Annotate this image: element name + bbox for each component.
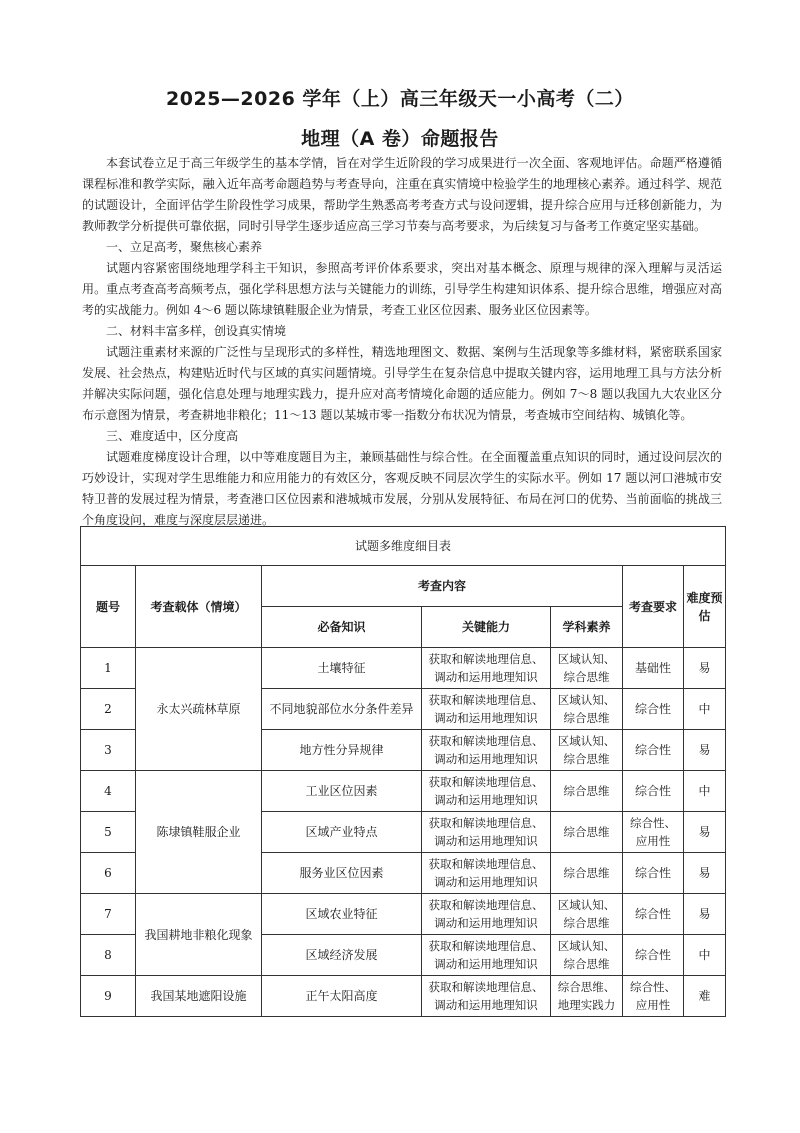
cell-literacy: 综合思维、地理实践力 xyxy=(551,976,623,1017)
cell-literacy: 综合思维 xyxy=(551,853,623,894)
cell-ability: 获取和解读地理信息、调动和运用地理知识 xyxy=(422,771,551,812)
cell-carrier: 我国耕地非粮化现象 xyxy=(136,894,262,976)
header-knowledge: 必备知识 xyxy=(262,607,422,648)
cell-literacy: 区域认知、综合思维 xyxy=(551,894,623,935)
cell-literacy: 区域认知、综合思维 xyxy=(551,730,623,771)
section-heading-2: 二、材料丰富多样，创设真实情境 xyxy=(106,324,287,338)
cell-difficulty: 易 xyxy=(684,648,726,689)
table-caption: 试题多维度细目表 xyxy=(81,527,726,566)
cell-literacy: 区域认知、综合思维 xyxy=(551,689,623,730)
cell-knowledge: 土壤特征 xyxy=(262,648,422,689)
cell-requirement: 综合性、应用性 xyxy=(623,812,684,853)
table-row xyxy=(81,894,726,935)
section-paragraph-1: 试题内容紧密围绕地理学科主干知识，参照高考评价体系要求，突出对基本概念、原理与规律的深入理解与灵活运用。重点考查高考高频考点，强化学科思想方法与关键能力的训练，引导学生构建知识体系、提升综合思维，增强应对高考的实战能力。例如 4～6 题以陈埭镇鞋服企业为情景，考查工业区位因素、服务业区位因素等。 xyxy=(82,261,722,317)
cell-literacy: 综合思维 xyxy=(551,771,623,812)
cell-difficulty: 中 xyxy=(684,689,726,730)
cell-literacy: 区域认知、综合思维 xyxy=(551,935,623,976)
cell-difficulty: 中 xyxy=(684,771,726,812)
cell-no: 4 xyxy=(81,771,136,812)
cell-no: 3 xyxy=(81,730,136,771)
specification-table xyxy=(80,526,726,1017)
header-content: 考查内容 xyxy=(262,566,623,607)
cell-ability: 获取和解读地理信息、调动和运用地理知识 xyxy=(422,853,551,894)
cell-literacy: 综合思维 xyxy=(551,812,623,853)
cell-requirement: 综合性 xyxy=(623,935,684,976)
cell-carrier: 我国某地遮阳设施 xyxy=(136,976,262,1017)
header-requirement: 考查要求 xyxy=(623,566,684,648)
cell-requirement: 基础性 xyxy=(623,648,684,689)
cell-knowledge: 区域农业特征 xyxy=(262,894,422,935)
header-carrier: 考查载体（情境） xyxy=(136,566,262,648)
cell-no: 2 xyxy=(81,689,136,730)
section-heading-3: 三、难度适中，区分度高 xyxy=(106,429,239,443)
cell-no: 9 xyxy=(81,976,136,1017)
cell-requirement: 综合性 xyxy=(623,894,684,935)
report-body xyxy=(82,153,722,531)
cell-difficulty: 易 xyxy=(684,730,726,771)
header-no: 题号 xyxy=(81,566,136,648)
cell-no: 7 xyxy=(81,894,136,935)
table-row xyxy=(81,648,726,689)
table-row xyxy=(81,976,726,1017)
section-heading-1: 一、立足高考，聚焦核心素养 xyxy=(106,240,263,254)
cell-ability: 获取和解读地理信息、调动和运用地理知识 xyxy=(422,976,551,1017)
section-paragraph-3: 试题难度梯度设计合理，以中等难度题目为主，兼顾基础性与综合性。在全面覆盖重点知识的同时，通过设问层次的巧妙设计，实现对学生思维能力和应用能力的有效区分，客观反映不同层次学生的实际水平。例如 17 题以河口港城市安特卫普的发展过程为情景，考查港口区位因素和港城城市发展，分别从发展特征、布局在河口的优势、当前面临的挑战三个角度设问，难度与深度层层递进。 xyxy=(82,450,722,527)
cell-no: 8 xyxy=(81,935,136,976)
cell-difficulty: 难 xyxy=(684,976,726,1017)
cell-no: 5 xyxy=(81,812,136,853)
cell-knowledge: 工业区位因素 xyxy=(262,771,422,812)
document-subtitle: 地理（A 卷）命题报告 xyxy=(301,128,499,150)
cell-carrier: 陈埭镇鞋服企业 xyxy=(136,771,262,894)
cell-knowledge: 地方性分异规律 xyxy=(262,730,422,771)
document-title: 2025—2026 学年（上）高三年级天一小高考（二） xyxy=(166,88,634,110)
cell-difficulty: 易 xyxy=(684,853,726,894)
cell-ability: 获取和解读地理信息、调动和运用地理知识 xyxy=(422,812,551,853)
cell-ability: 获取和解读地理信息、调动和运用地理知识 xyxy=(422,730,551,771)
cell-requirement: 综合性 xyxy=(623,853,684,894)
header-difficulty: 难度预估 xyxy=(684,566,726,648)
cell-requirement: 综合性 xyxy=(623,689,684,730)
intro-paragraph: 本套试卷立足于高三年级学生的基本学情，旨在对学生近阶段的学习成果进行一次全面、客观地评估。命题严格遵循课程标准和教学实际，融入近年高考命题趋势与考查导向，注重在真实情境中检验学生的地理核心素养。通过科学、规范的试题设计，全面评估学生阶段性学习成果，帮助学生熟悉高考考查方式与设问逻辑，提升综合应用与迁移创新能力，为教师教学分析提供可靠依据，同时引导学生逐步适应高三学习节奏与高考要求，为后续复习与备考工作奠定坚实基础。 xyxy=(82,156,722,233)
cell-ability: 获取和解读地理信息、调动和运用地理知识 xyxy=(422,648,551,689)
table-row xyxy=(81,771,726,812)
cell-knowledge: 正午太阳高度 xyxy=(262,976,422,1017)
cell-knowledge: 不同地貌部位水分条件差异 xyxy=(262,689,422,730)
cell-no: 6 xyxy=(81,853,136,894)
cell-knowledge: 服务业区位因素 xyxy=(262,853,422,894)
cell-ability: 获取和解读地理信息、调动和运用地理知识 xyxy=(422,894,551,935)
cell-literacy: 区域认知、综合思维 xyxy=(551,648,623,689)
cell-difficulty: 易 xyxy=(684,894,726,935)
header-ability: 关键能力 xyxy=(422,607,551,648)
cell-carrier: 永太兴疏林草原 xyxy=(136,648,262,771)
header-literacy: 学科素养 xyxy=(551,607,623,648)
cell-requirement: 综合性 xyxy=(623,771,684,812)
cell-requirement: 综合性、应用性 xyxy=(623,976,684,1017)
cell-difficulty: 中 xyxy=(684,935,726,976)
cell-difficulty: 易 xyxy=(684,812,726,853)
cell-ability: 获取和解读地理信息、调动和运用地理知识 xyxy=(422,689,551,730)
cell-requirement: 综合性 xyxy=(623,730,684,771)
section-paragraph-2: 试题注重素材来源的广泛性与呈现形式的多样性，精选地理图文、数据、案例与生活现象等多維材料，紧密联系国家发展、社会热点，构建贴近时代与区域的真实问题情境。引导学生在复杂信息中提取关键内容，运用地理工具与方法分析并解决实际问题，强化信息处理与地理实践力，提升应对高考情境化命题的适应能力。例如 7～8 题以我国九大农业区分布示意图为情景，考查耕地非粮化；11～13 题以某城市零一指数分布状况为情景，考查城市空间结构、城镇化等。 xyxy=(82,345,722,422)
cell-knowledge: 区域经济发展 xyxy=(262,935,422,976)
cell-ability: 获取和解读地理信息、调动和运用地理知识 xyxy=(422,935,551,976)
cell-no: 1 xyxy=(81,648,136,689)
cell-knowledge: 区域产业特点 xyxy=(262,812,422,853)
